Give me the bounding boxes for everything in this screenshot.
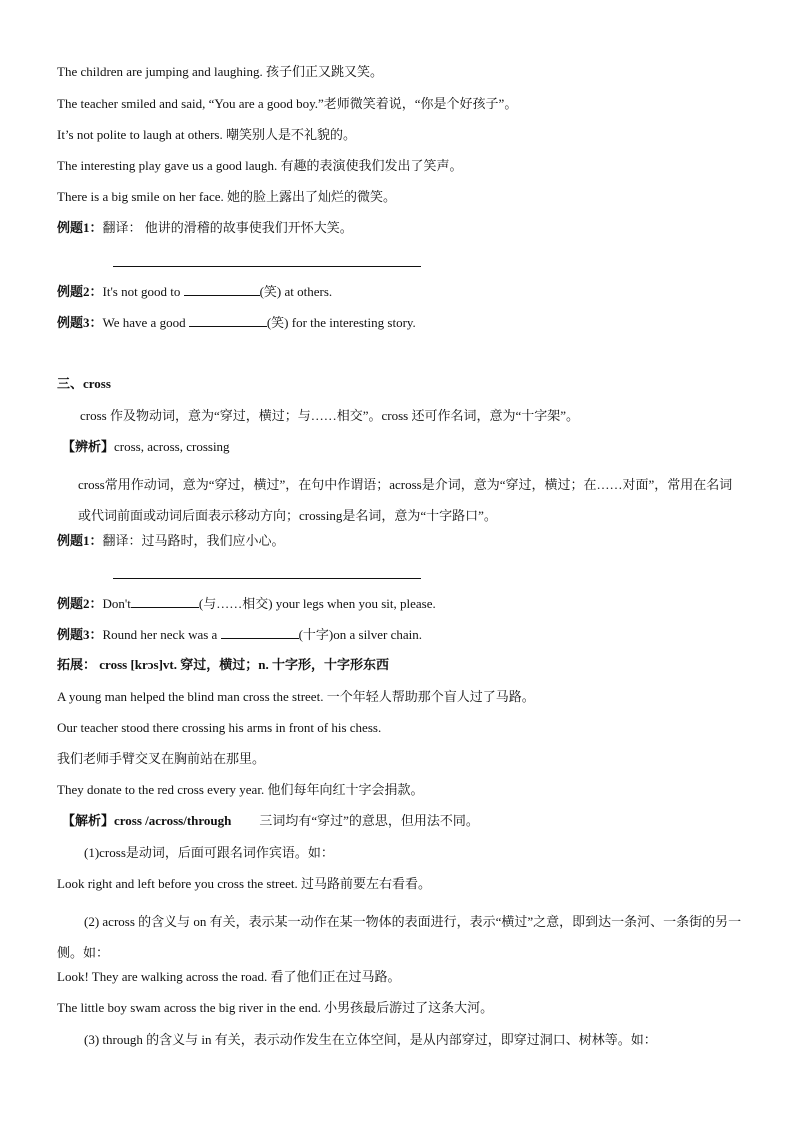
extension xyxy=(57,656,746,674)
bianxi-heading xyxy=(62,438,746,456)
exercise-text: 翻译： 他讲的滑稽的故事使我们开怀大笑。 xyxy=(102,220,353,235)
exercise-text: Round her neck was a xyxy=(102,627,221,642)
example-sentence: Our teacher stood there crossing his arms in front of his chess. xyxy=(57,720,382,735)
example-sentence: The little boy swam across the big river in the end. 小男孩最后游过了这条大河。 xyxy=(57,1000,494,1015)
jiexi-text: 三词均有“穿过”的意思，但用法不同。 xyxy=(259,813,479,828)
example-translation: 我们老师手臂交叉在胸前站在那里。 xyxy=(57,751,266,766)
exercise-6 xyxy=(57,625,746,644)
exercise-label: 例题1： xyxy=(57,533,103,548)
extension-text: cross [krɔs]vt. 穿过，横过；n. 十字形，十字形东西 xyxy=(99,657,389,672)
exercise-text: (笑) for the interesting story. xyxy=(266,315,416,330)
example-sentence: It’s not polite to laugh at others. 嘲笑别人是不礼貌的。 xyxy=(57,127,356,142)
exercise-label: 例题3： xyxy=(57,315,103,330)
exercise-text: 翻译：过马路时，我们应小心。 xyxy=(102,533,285,548)
answer-blank-line[interactable] xyxy=(113,266,421,267)
example-sentence: The teacher smiled and said, “You are a good boy.”老师微笑着说，“你是个好孩子”。 xyxy=(57,96,518,111)
exercise-label: 例题3： xyxy=(57,627,103,642)
bianxi-text: cross常用作动词，意为“穿过，横过”，在句中作谓语；across是介词，意为“穿过，横过；在……对面”，常用在名词或代词前面或动词后面表示移动方向；crossing是名词，意为“十字路口”。 xyxy=(78,477,733,523)
section-title-text: 三、cross xyxy=(57,376,111,391)
exercise-text: It's not good to xyxy=(102,284,184,299)
exercise-label: 例题2： xyxy=(57,596,103,611)
exercise-text: (笑) at others. xyxy=(259,284,333,299)
exercise-label: 例题1： xyxy=(57,220,103,235)
example-sentence: Look! They are walking across the road. 看了他们正在过马路。 xyxy=(57,969,401,984)
answer-blank[interactable] xyxy=(189,313,267,327)
exercise-3 xyxy=(57,313,746,332)
example-sentence: A young man helped the blind man cross the street. 一个年轻人帮助那个盲人过了马路。 xyxy=(57,689,535,704)
answer-blank[interactable] xyxy=(221,625,299,639)
jiexi-label: 【解析】cross /across/through xyxy=(62,813,232,828)
answer-blank-line[interactable] xyxy=(113,578,421,579)
exercise-text: (十字)on a silver chain. xyxy=(298,627,423,642)
exercise-2 xyxy=(57,282,746,301)
jiexi-heading xyxy=(62,812,746,830)
definition: cross 作及物动词，意为“穿过，横过；与……相交”。cross 还可作名词，意为“十字架”。 xyxy=(80,408,580,423)
extension-label: 拓展： xyxy=(57,657,97,672)
bianxi-words: cross, across, crossing xyxy=(114,439,230,454)
point-2: (2) across 的含义与 on 有关，表示某一动作在某一物体的表面进行，表示“横过”之意，即到达一条河、一条街的另一侧。如： xyxy=(57,914,742,960)
example-sentence: They donate to the red cross every year. 他们每年向红十字会捐款。 xyxy=(57,782,424,797)
answer-blank[interactable] xyxy=(184,282,260,296)
point-3: (3) through 的含义与 in 有关，表示动作发生在立体空间，是从内部穿过，即穿过洞口、树林等。如： xyxy=(84,1032,657,1047)
example-sentence: There is a big smile on her face. 她的脸上露出了灿烂的微笑。 xyxy=(57,189,397,204)
answer-blank[interactable] xyxy=(131,594,199,608)
point-1: (1)cross是动词，后面可跟名词作宾语。如： xyxy=(84,845,334,860)
exercise-4 xyxy=(57,532,746,550)
exercise-1 xyxy=(57,219,746,237)
exercise-text: Don't xyxy=(102,596,131,611)
exercise-text: We have a good xyxy=(102,315,189,330)
example-sentence: The interesting play gave us a good laugh. 有趣的表演使我们发出了笑声。 xyxy=(57,158,463,173)
exercise-5 xyxy=(57,594,746,613)
bianxi-label: 【辨析】 xyxy=(62,439,115,454)
example-sentence: Look right and left before you cross the street. 过马路前要左右看看。 xyxy=(57,876,432,891)
section-title xyxy=(57,375,746,393)
exercise-label: 例题2： xyxy=(57,284,103,299)
exercise-text: (与……相交) your legs when you sit, please. xyxy=(198,596,436,611)
example-sentence: The children are jumping and laughing. 孩子们正又跳又笑。 xyxy=(57,64,384,79)
